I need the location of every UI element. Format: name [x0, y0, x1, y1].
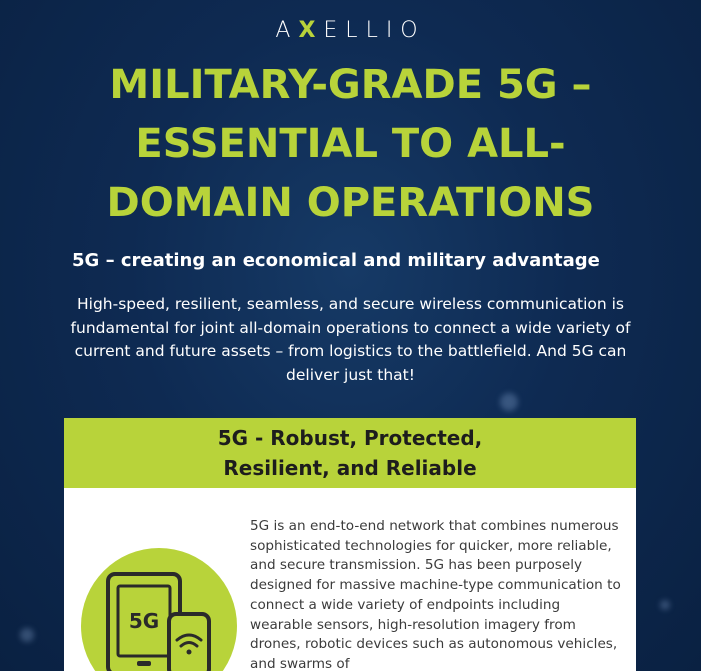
5g-tablet-phone-icon [103, 572, 233, 671]
intro-paragraph: High-speed, resilient, seamless, and secure wireless communication is fundamental for joint all-domain operations to connect a wide variety of current and future assets – from logistics to the battlefield. And 5G can deliver just that! [70, 295, 631, 384]
page-title [40, 56, 661, 233]
background-light [500, 393, 518, 411]
page-title-line-2: ESSENTIAL TO ALL- [135, 121, 566, 167]
card-header [64, 418, 636, 488]
card-body-text: 5G is an end-to-end network that combines numerous sophisticated technologies for quicker, more reliable, and secure transmission. 5G has been purposely designed for massive machine-type communication to connect a wide variety of endpoints including wearable sensors, high-resolution imagery from drones, robotic devices such as autonomous vehicles, and swarms of [250, 518, 621, 671]
icon-5g-label: 5G [128, 609, 160, 633]
card-body [64, 488, 636, 671]
logo-letter-a: A [275, 18, 299, 43]
page-subtitle: 5G – creating an economical and military advantage [72, 250, 600, 271]
logo-letters-rest: ELLIO [323, 18, 426, 43]
card-header-line-2: Resilient, and Reliable [223, 456, 477, 480]
background-light [660, 600, 670, 610]
card-header-line-1: 5G - Robust, Protected, [217, 426, 483, 450]
logo-letter-x: X [298, 18, 324, 43]
page-title-line-3: DOMAIN OPERATIONS [106, 180, 595, 226]
background-light [20, 628, 34, 642]
axellio-logo [0, 18, 701, 43]
page-title-line-1: MILITARY-GRADE 5G – [109, 62, 592, 108]
